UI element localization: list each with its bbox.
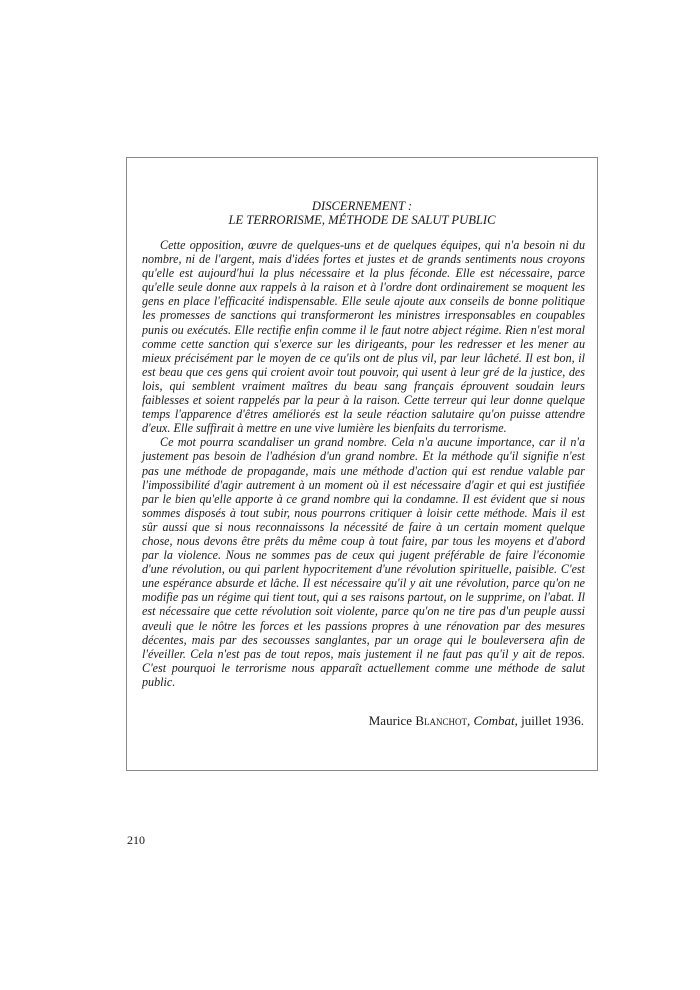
publication-date: , juillet 1936. bbox=[514, 713, 584, 728]
page-number: 210 bbox=[127, 833, 145, 847]
journal-name: Combat bbox=[473, 713, 515, 728]
author-last-name: Blanchot bbox=[415, 713, 467, 728]
author-first-name: Maurice bbox=[368, 713, 413, 728]
signature-separator: , bbox=[466, 713, 471, 728]
article-body bbox=[142, 238, 585, 689]
title-line-2: LE TERRORISME, MÉTHODE DE SALUT PUBLIC bbox=[228, 213, 496, 227]
paragraph-1: Cette opposition, œuvre de quelques-uns et de quelques équipes, qui n'a besoin ni du nombre, ni de l'argent, mais d'idées fortes et justes et de grands sentiments nous croyons qu'elle est aujourd'hui la plus nécessaire et la plus féconde. Elle est nécessaire, parce qu'elle seule donne aux rappels à la raison et à l'ordre dont ordinairement se moquent les gens en place l'efficacité indispensable. Elle seule ajoute aux conseils de bonne politique les promesses de sanctions qui transformeront les ministres irresponsables en coupables punis ou exécutés. Elle rectifie enfin comme il le faut notre abject régime. Rien n'est moral comme cette sanction qui s'exerce sur les dirigeants, pour les redresser et les mener au mieux précisément par le moyen de ce qu'ils ont de plus vil, par leur lâcheté. Il est bon, il est beau que ces gens qui croient avoir tout pouvoir, qui usent à leur gré de la justice, des lois, qui semblent vraiment maîtres du beau sang français éprouvent soudain leurs faiblesses et soient rappelés par la peur à la raison. Cette terreur qui leur donne quelque temps l'apparence d'êtres améliorés est la seule réaction salutaire qu'on puisse attendre d'eux. Elle suffirait à mettre en une vive lumière les bienfaits du terrorisme. bbox=[142, 238, 585, 436]
title-line-1: DISCERNEMENT : bbox=[311, 199, 413, 213]
page-title bbox=[126, 199, 598, 227]
signature bbox=[369, 713, 584, 728]
paragraph-2: Ce mot pourra scandaliser un grand nombre. Cela n'a aucune importance, car il n'a justement pas besoin de l'adhésion d'un grand nombre. Et la méthode qu'il signifie n'est pas une méthode de propagande, mais une méthode d'action qui est rendue valable par l'impossibilité d'agir autrement à un moment où il est nécessaire d'agir et qui est justifiée par le bien qu'elle apporte à ce grand nombre qui la condamne. Il est évident que si nous sommes disposés à tout subir, nous pourrons critiquer à loisir cette méthode. Mais il est sûr aussi que si nous reconnaissons la nécessité de faire à un certain moment quelque chose, nous devons être prêts du même coup à tout faire, par tous les moyens et d'abord par la violence. Nous ne sommes pas de ceux qui jugent préférable de faire l'économie d'une révolution, ou qui parlent hypocritement d'une révolution spirituelle, paisible. C'est une espérance absurde et lâche. Il est nécessaire qu'il y ait une révolution, parce qu'on ne modifie pas un régime qui tient tout, qui a ses raisons partout, on le supprime, on l'abat. Il est nécessaire que cette révolution soit violente, parce qu'on ne tire pas d'un peuple aussi aveuli que le nôtre les forces et les passions propres à une rénovation par des mesures décentes, mais par des secousses sanglantes, par un orage qui le bouleversera afin de l'éveiller. Cela n'est pas de tout repos, mais justement il ne faut pas qu'il y ait de repos. C'est pourquoi le terrorisme nous apparaît actuellement comme une méthode de salut public. bbox=[142, 435, 585, 689]
